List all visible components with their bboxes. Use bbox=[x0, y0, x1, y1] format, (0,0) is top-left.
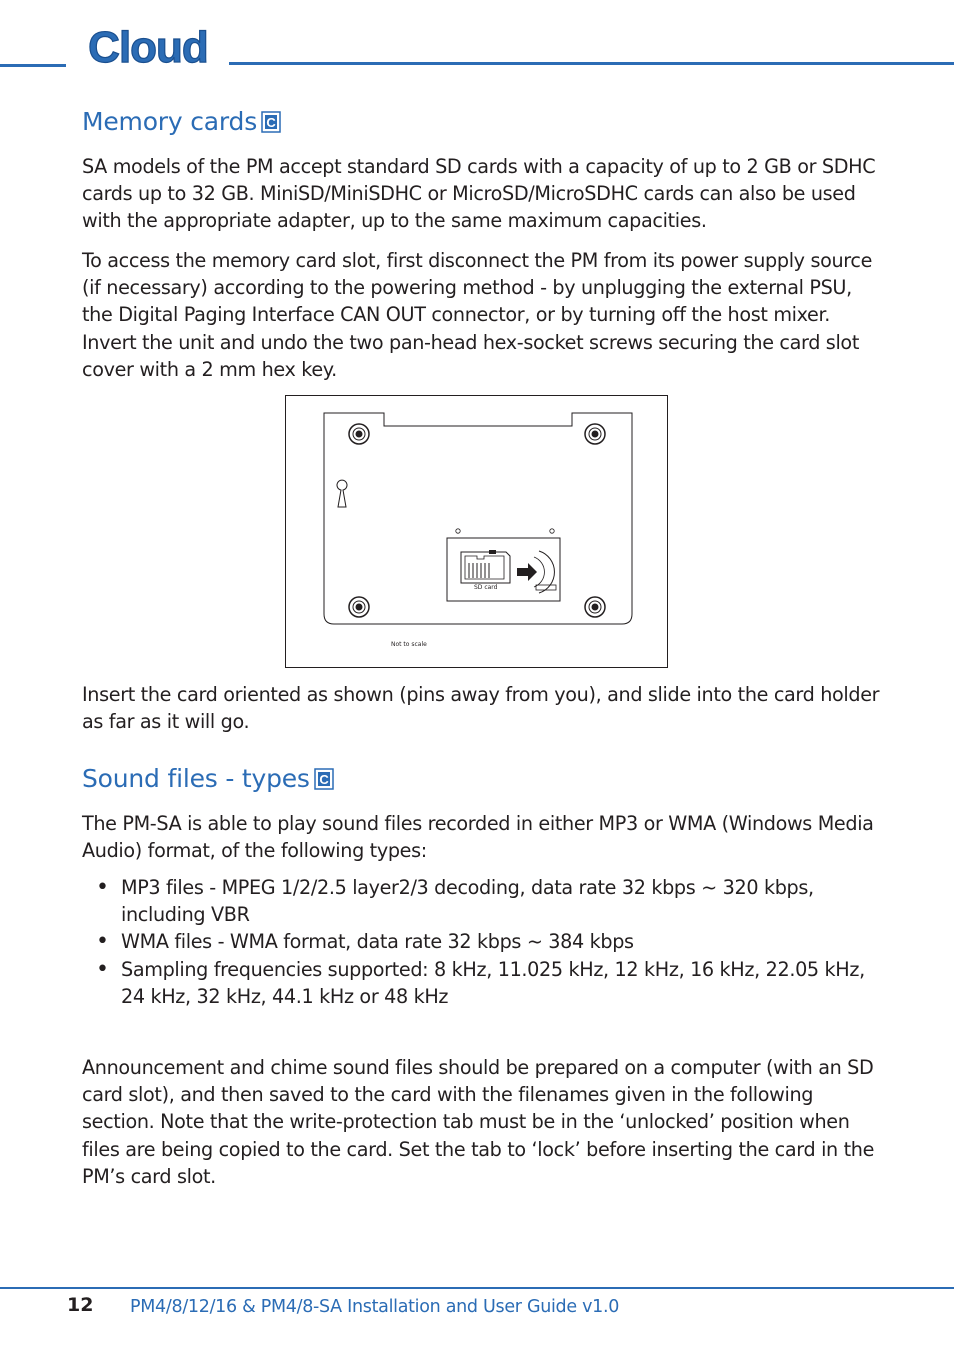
cloud-logo bbox=[78, 22, 218, 74]
svg-text:C: C bbox=[266, 115, 276, 130]
list-item: • Sampling frequencies supported: 8 kHz, 11.025 kHz, 12 kHz, 16 kHz, 22.05 kHz, 24 kHz, 32 kHz, 44.1 kHz or 48 kHz bbox=[96, 956, 865, 1008]
footer-rule bbox=[0, 1287, 954, 1289]
section-heading-sound-files bbox=[82, 764, 334, 796]
scale-note: Not to scale bbox=[391, 641, 427, 648]
paragraph-card-types: SA models of the PM accept standard SD cards with a capacity of up to 2 GB or SDHC cards up to 32 GB. MiniSD/MiniSDHC or MicroSD/MicroSDHC cards can also be used with the appropriate adapter, up to the same maximum capacities. bbox=[82, 155, 876, 233]
bullet-icon: • bbox=[96, 929, 109, 955]
bullet-icon: • bbox=[96, 875, 109, 900]
list-item: • WMA files - WMA format, data rate 32 kbps ~ 384 kbps bbox=[96, 929, 634, 955]
paragraph-preparation: Announcement and chime sound files should be prepared on a computer (with an SD card slot), and then saved to the card with the filenames given in the following section. Note that the write-protection tab must be in the ‘unlocked’ position when files are being copied to the card. Set the tab to ‘lock’ before inserting the card in the PM’s card slot. bbox=[82, 1056, 875, 1188]
section-heading-memory-cards bbox=[82, 107, 281, 139]
logo-text: Cloud bbox=[88, 23, 208, 72]
heading-text: Memory cards bbox=[82, 107, 258, 136]
bullet-icon: • bbox=[96, 956, 109, 982]
format-list bbox=[82, 874, 882, 1010]
paragraph-access-slot: To access the memory card slot, first disconnect the PM from its power supply source (if necessary) according to the powering method - by unplugging the external PSU, the Digital Paging Interface CAN OUT connector, or by turning off the host mixer. Invert the unit and undo the two pan-head hex-socket screws securing the card slot cover with a 2 mm hex key. bbox=[82, 249, 873, 381]
card-slot-diagram bbox=[285, 395, 668, 668]
heading-text: Sound files - types bbox=[82, 764, 310, 793]
footer-title: PM4/8/12/16 & PM4/8-SA Installation and User Guide v1.0 bbox=[130, 1297, 620, 1317]
c-icon bbox=[314, 767, 334, 796]
page-number: 12 bbox=[67, 1294, 94, 1316]
paragraph-sound-intro: The PM-SA is able to play sound files recorded in either MP3 or WMA (Windows Media Audio) format, of the following types: bbox=[82, 812, 874, 863]
paragraph-insert-card: Insert the card oriented as shown (pins away from you), and slide into the card holder as far as it will go. bbox=[82, 683, 880, 734]
svg-text:C: C bbox=[319, 772, 329, 787]
sd-card-label: SD card bbox=[474, 584, 498, 591]
c-icon bbox=[261, 110, 281, 139]
header-rule-right bbox=[229, 62, 954, 65]
list-item: • MP3 files - MPEG 1/2/2.5 layer2/3 decoding, data rate 32 kbps ~ 320 kbps, including VBR bbox=[96, 875, 814, 927]
header-rule-left bbox=[0, 64, 66, 67]
